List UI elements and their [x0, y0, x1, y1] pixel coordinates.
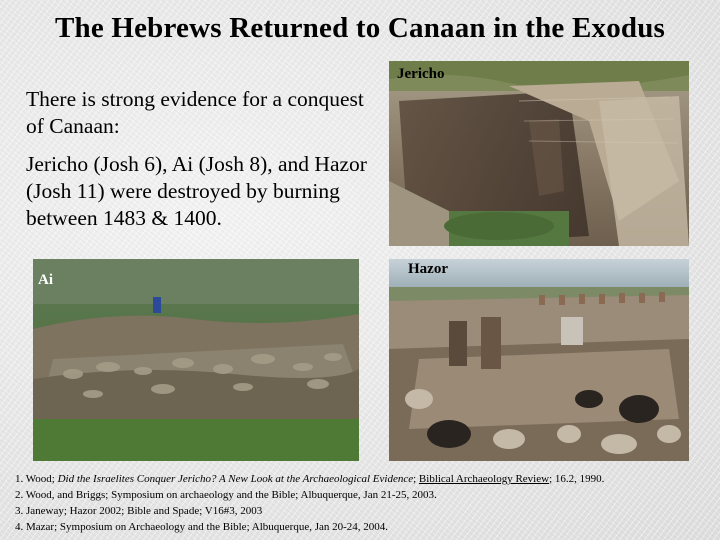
reference-4: 4. Mazar; Symposium on Archaeology and the Bible; Albuquerque, Jan 20-24, 2004.: [15, 521, 389, 533]
evidence-paragraph: Jericho (Josh 6), Ai (Josh 8), and Hazor (Josh 11) were destroyed by burning between 1483 & 1400.: [26, 152, 367, 230]
ai-caption: Ai: [38, 272, 53, 288]
reference-1-separator: ;: [413, 473, 419, 485]
ai-excavation-photo: [33, 259, 359, 461]
reference-1-title: Did the Israelites Conquer Jericho? A New Look at the Archaeological Evidence: [57, 473, 414, 485]
reference-1-author: 1. Wood;: [15, 473, 58, 485]
reference-2: 2. Wood, and Briggs; Symposium on archaeology and the Bible; Albuquerque, Jan 21-25, 2003.: [15, 489, 437, 501]
hazor-caption: Hazor: [408, 261, 448, 277]
reference-1-journal: Biblical Archaeology Review: [418, 473, 550, 485]
reference-3: 3. Janeway; Hazor 2002; Bible and Spade; V16#3, 2003: [15, 505, 263, 517]
jericho-excavation-photo: [389, 61, 689, 246]
slide-title: The Hebrews Returned to Canaan in the Exodus: [54, 12, 666, 44]
reference-1: [15, 471, 715, 487]
reference-1-details: ; 16.2, 1990.: [549, 473, 605, 485]
jericho-caption: Jericho: [397, 66, 445, 82]
hazor-excavation-photo: [389, 259, 689, 461]
references-list: [15, 471, 715, 535]
intro-paragraph: There is strong evidence for a conquest of Canaan:: [26, 87, 364, 138]
